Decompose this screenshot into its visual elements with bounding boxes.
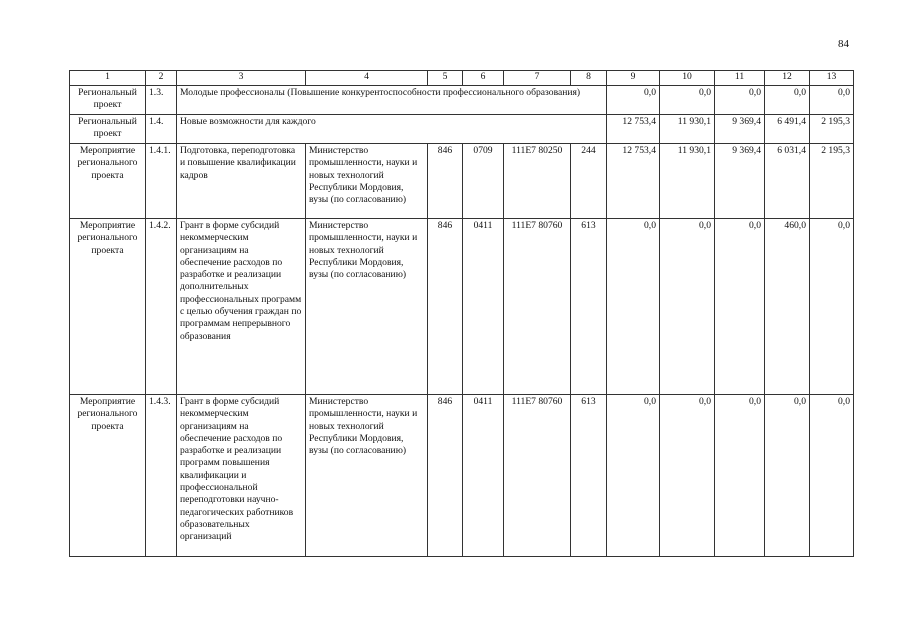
row-grbs: 846	[428, 219, 463, 395]
row-name: Подготовка, переподготовка и повышение квалификации кадров	[177, 144, 306, 219]
value-cell: 0,0	[765, 395, 810, 557]
row-name: Грант в форме субсидий некоммерческим организациям на обеспечение расходов по разработке и реализации дополнительных профессиональных программ с целью обучения граждан по программам непрерывного образования	[177, 219, 306, 395]
row-executor: Министерство промышленности, науки и новых технологий Республики Мордовия, вузы (по согласованию)	[306, 144, 428, 219]
row-name: Грант в форме субсидий некоммерческим организациям на обеспечение расходов по разработке и реализации программ повышения квалификации и профессиональной переподготовки научно-педагогических работников образовательных организаций	[177, 395, 306, 557]
column-header: 2	[146, 71, 177, 86]
value-cell: 0,0	[715, 395, 765, 557]
column-header: 7	[504, 71, 571, 86]
value-cell: 2 195,3	[810, 115, 854, 144]
table-row	[70, 395, 854, 557]
column-header: 10	[660, 71, 715, 86]
row-vr: 244	[571, 144, 607, 219]
table-row	[70, 115, 854, 144]
column-header: 13	[810, 71, 854, 86]
row-code: 1.4.1.	[146, 144, 177, 219]
column-header: 12	[765, 71, 810, 86]
row-code: 1.3.	[146, 86, 177, 115]
value-cell: 9 369,4	[715, 144, 765, 219]
column-header: 5	[428, 71, 463, 86]
row-type: Мероприятие регионального проекта	[70, 144, 146, 219]
column-header: 6	[463, 71, 504, 86]
value-cell: 12 753,4	[607, 115, 660, 144]
row-code: 1.4.	[146, 115, 177, 144]
value-cell: 0,0	[810, 86, 854, 115]
page-number: 84	[838, 38, 849, 50]
row-executor: Министерство промышленности, науки и новых технологий Республики Мордовия, вузы (по согласованию)	[306, 395, 428, 557]
column-header: 1	[70, 71, 146, 86]
column-header: 8	[571, 71, 607, 86]
row-name: Молодые профессионалы (Повышение конкурентоспособности профессионального образования)	[177, 86, 607, 115]
row-csr: 111E7 80250	[504, 144, 571, 219]
column-header: 11	[715, 71, 765, 86]
row-vr: 613	[571, 219, 607, 395]
value-cell: 2 195,3	[810, 144, 854, 219]
column-header: 3	[177, 71, 306, 86]
value-cell: 11 930,1	[660, 115, 715, 144]
value-cell: 11 930,1	[660, 144, 715, 219]
row-rzpr: 0411	[463, 219, 504, 395]
table-header-row	[70, 71, 854, 86]
value-cell: 0,0	[607, 219, 660, 395]
budget-table	[69, 70, 854, 557]
value-cell: 0,0	[607, 395, 660, 557]
value-cell: 12 753,4	[607, 144, 660, 219]
row-type: Мероприятие регионального проекта	[70, 395, 146, 557]
table-row	[70, 86, 854, 115]
row-rzpr: 0411	[463, 395, 504, 557]
value-cell: 0,0	[607, 86, 660, 115]
row-csr: 111E7 80760	[504, 395, 571, 557]
row-type: Региональный проект	[70, 86, 146, 115]
row-grbs: 846	[428, 144, 463, 219]
value-cell: 0,0	[660, 395, 715, 557]
row-rzpr: 0709	[463, 144, 504, 219]
row-vr: 613	[571, 395, 607, 557]
value-cell: 0,0	[810, 395, 854, 557]
row-executor: Министерство промышленности, науки и новых технологий Республики Мордовия, вузы (по согласованию)	[306, 219, 428, 395]
value-cell: 0,0	[810, 219, 854, 395]
value-cell: 0,0	[715, 219, 765, 395]
row-grbs: 846	[428, 395, 463, 557]
row-name: Новые возможности для каждого	[177, 115, 607, 144]
value-cell: 0,0	[660, 219, 715, 395]
column-header: 9	[607, 71, 660, 86]
value-cell: 0,0	[660, 86, 715, 115]
value-cell: 9 369,4	[715, 115, 765, 144]
value-cell: 460,0	[765, 219, 810, 395]
table-row	[70, 144, 854, 219]
value-cell: 0,0	[715, 86, 765, 115]
value-cell: 6 491,4	[765, 115, 810, 144]
row-csr: 111E7 80760	[504, 219, 571, 395]
row-type: Региональный проект	[70, 115, 146, 144]
value-cell: 6 031,4	[765, 144, 810, 219]
value-cell: 0,0	[765, 86, 810, 115]
row-type: Мероприятие регионального проекта	[70, 219, 146, 395]
row-code: 1.4.3.	[146, 395, 177, 557]
column-header: 4	[306, 71, 428, 86]
table-row	[70, 219, 854, 395]
row-code: 1.4.2.	[146, 219, 177, 395]
